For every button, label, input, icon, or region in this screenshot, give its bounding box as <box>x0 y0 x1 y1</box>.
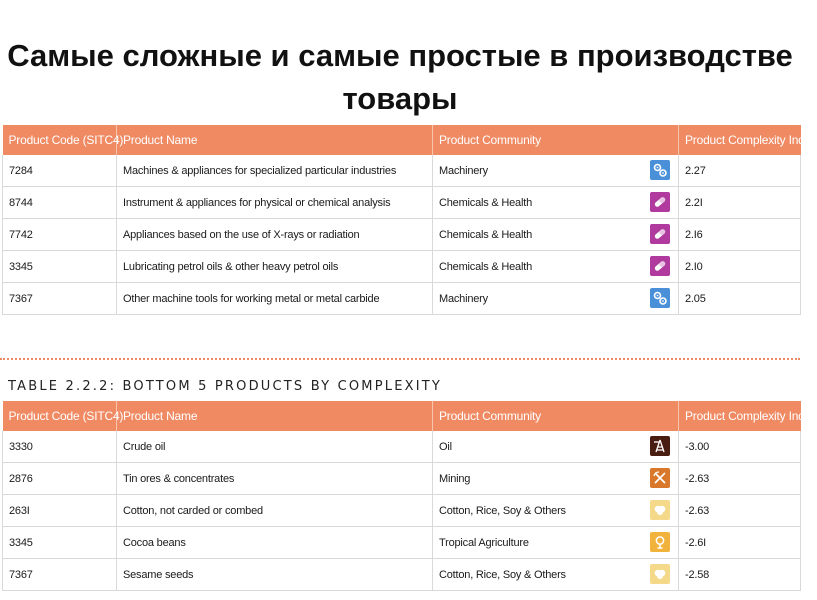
product-name-cell: Machines & appliances for specialized particular industries <box>117 155 433 187</box>
header-product-code: Product Code (SITC4) <box>3 125 117 155</box>
product-name-cell: Lubricating petrol oils & other heavy petrol oils <box>117 251 433 283</box>
product-code-cell: 7367 <box>3 559 117 591</box>
table-row <box>3 527 801 559</box>
product-name-cell: Crude oil <box>117 431 433 463</box>
product-name-cell: Instrument & appliances for physical or chemical analysis <box>117 187 433 219</box>
cotton-icon <box>650 564 670 584</box>
header-complexity-index: Product Complexity Index <box>679 401 801 431</box>
product-community-cell <box>433 495 679 527</box>
community-label: Tropical Agriculture <box>439 536 529 549</box>
complexity-index-cell: 2.I0 <box>679 251 801 283</box>
product-community-cell <box>433 283 679 315</box>
section-divider <box>0 358 800 360</box>
top-products-table <box>2 125 817 315</box>
community-label: Cotton, Rice, Soy & Others <box>439 504 566 517</box>
community-label: Chemicals & Health <box>439 260 532 273</box>
complexity-index-cell: 2.27 <box>679 155 801 187</box>
table-row <box>3 463 801 495</box>
bottom-products-table <box>2 401 817 591</box>
product-code-cell: 2876 <box>3 463 117 495</box>
table-header-row <box>3 125 801 155</box>
product-name-cell: Tin ores & concentrates <box>117 463 433 495</box>
product-code-cell: 7284 <box>3 155 117 187</box>
header-product-code: Product Code (SITC4) <box>3 401 117 431</box>
product-code-cell: 7742 <box>3 219 117 251</box>
gear-icon <box>650 160 670 180</box>
community-label: Machinery <box>439 164 488 177</box>
community-label: Oil <box>439 440 452 453</box>
bottom-table-title: TABLE 2.2.2: BOTTOM 5 PRODUCTS BY COMPLEXITY <box>8 379 443 394</box>
table-row <box>3 431 801 463</box>
complexity-index-cell: 2.2I <box>679 187 801 219</box>
oil-rig-icon <box>650 436 670 456</box>
product-community-cell <box>433 431 679 463</box>
complexity-index-cell: 2.I6 <box>679 219 801 251</box>
product-community-cell <box>433 219 679 251</box>
product-name-cell: Cocoa beans <box>117 527 433 559</box>
complexity-index-cell: -3.00 <box>679 431 801 463</box>
product-community-cell <box>433 251 679 283</box>
product-community-cell <box>433 559 679 591</box>
complexity-index-cell: -2.63 <box>679 463 801 495</box>
pickaxe-icon <box>650 468 670 488</box>
product-community-cell <box>433 155 679 187</box>
product-community-cell <box>433 463 679 495</box>
header-product-name: Product Name <box>117 125 433 155</box>
table-row <box>3 187 801 219</box>
pill-icon <box>650 192 670 212</box>
table-row <box>3 283 801 315</box>
product-name-cell: Appliances based on the use of X-rays or radiation <box>117 219 433 251</box>
table-header-row <box>3 401 801 431</box>
product-community-cell <box>433 187 679 219</box>
header-product-name: Product Name <box>117 401 433 431</box>
table-row <box>3 495 801 527</box>
community-label: Chemicals & Health <box>439 228 532 241</box>
community-label: Machinery <box>439 292 488 305</box>
table-row <box>3 219 801 251</box>
pill-icon <box>650 224 670 244</box>
page-title: Самые сложные и самые простые в производстве товары <box>7 38 793 116</box>
product-code-cell: 3345 <box>3 527 117 559</box>
header-product-community: Product Community <box>433 401 679 431</box>
complexity-index-cell: -2.63 <box>679 495 801 527</box>
product-name-cell: Other machine tools for working metal or metal carbide <box>117 283 433 315</box>
flower-icon <box>650 532 670 552</box>
product-code-cell: 3345 <box>3 251 117 283</box>
community-label: Mining <box>439 472 471 485</box>
pill-icon <box>650 256 670 276</box>
community-label: Chemicals & Health <box>439 196 532 209</box>
complexity-index-cell: 2.05 <box>679 283 801 315</box>
cotton-icon <box>650 500 670 520</box>
product-code-cell: 263I <box>3 495 117 527</box>
header-complexity-index: Product Complexity Index <box>679 125 801 155</box>
complexity-index-cell: -2.6I <box>679 527 801 559</box>
table-row <box>3 559 801 591</box>
product-name-cell: Sesame seeds <box>117 559 433 591</box>
product-code-cell: 8744 <box>3 187 117 219</box>
header-product-community: Product Community <box>433 125 679 155</box>
product-code-cell: 7367 <box>3 283 117 315</box>
table-row <box>3 251 801 283</box>
product-code-cell: 3330 <box>3 431 117 463</box>
table-row <box>3 155 801 187</box>
product-name-cell: Cotton, not carded or combed <box>117 495 433 527</box>
complexity-index-cell: -2.58 <box>679 559 801 591</box>
gear-icon <box>650 288 670 308</box>
product-community-cell <box>433 527 679 559</box>
community-label: Cotton, Rice, Soy & Others <box>439 568 566 581</box>
